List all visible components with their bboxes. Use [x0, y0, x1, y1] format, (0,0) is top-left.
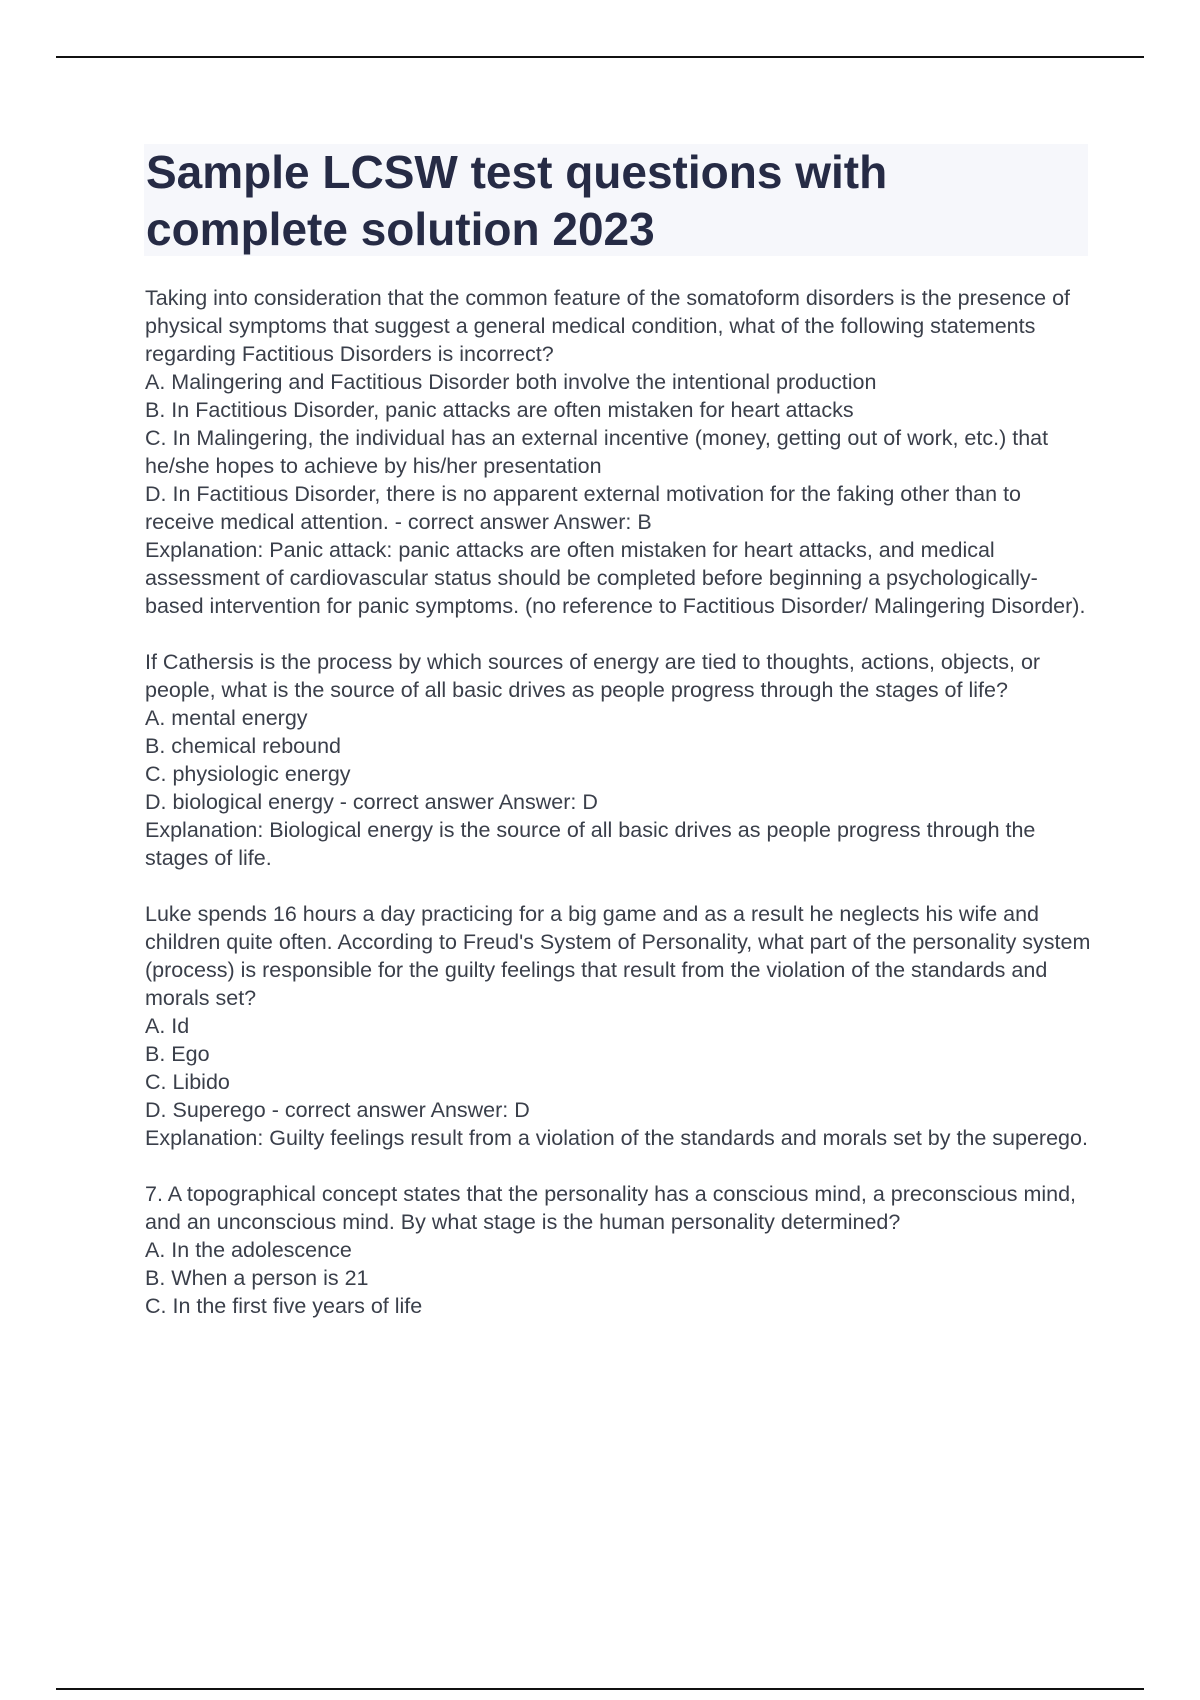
question-block-1 — [145, 284, 1095, 620]
option-b: B. Ego — [145, 1042, 210, 1066]
page-title: Sample LCSW test questions with complete solution 2023 — [146, 146, 888, 255]
question-text: 7. A topographical concept states that the personality has a conscious mind, a preconscious mind, and an unconscious mind. By what stage is the human personality determined? — [145, 1182, 1077, 1234]
question-text: Taking into consideration that the common feature of the somatoform disorders is the presence of physical symptoms that suggest a general medical condition, what of the following statements regarding Factitious Disorders is incorrect? — [145, 286, 1070, 366]
question-block-3 — [145, 900, 1095, 1152]
option-a: A. Malingering and Factitious Disorder both involve the intentional production — [145, 370, 877, 394]
top-rule — [56, 56, 1144, 58]
option-a: A. mental energy — [145, 706, 308, 730]
document-body — [145, 284, 1095, 1348]
option-c: C. In the first five years of life — [145, 1294, 423, 1318]
option-c: C. Libido — [145, 1070, 230, 1094]
question-block-4 — [145, 1180, 1095, 1320]
option-d-answer: D. In Factitious Disorder, there is no apparent external motivation for the faking other than to receive medical attention. - correct answer Answer: B — [145, 482, 1021, 534]
option-d-answer: D. Superego - correct answer Answer: D — [145, 1098, 530, 1122]
explanation: Explanation: Guilty feelings result from a violation of the standards and morals set by the superego. — [145, 1126, 1088, 1150]
option-c: C. In Malingering, the individual has an external incentive (money, getting out of work, etc.) that he/she hopes to achieve by his/her presentation — [145, 426, 1049, 478]
option-b: B. In Factitious Disorder, panic attacks are often mistaken for heart attacks — [145, 398, 854, 422]
bottom-rule — [56, 1688, 1144, 1690]
question-text: If Cathersis is the process by which sources of energy are tied to thoughts, actions, objects, or people, what is the source of all basic drives as people progress through the stages of life? — [145, 650, 1041, 702]
option-b: B. When a person is 21 — [145, 1266, 369, 1290]
option-d-answer: D. biological energy - correct answer Answer: D — [145, 790, 598, 814]
question-text: Luke spends 16 hours a day practicing for a big game and as a result he neglects his wife and children quite often. According to Freud's System of Personality, what part of the personality system (process) is responsible for the guilty feelings that result from the violation of the standards and morals set? — [145, 902, 1091, 1010]
explanation: Explanation: Biological energy is the source of all basic drives as people progress through the stages of life. — [145, 818, 1036, 870]
option-a: A. Id — [145, 1014, 190, 1038]
explanation: Explanation: Panic attack: panic attacks are often mistaken for heart attacks, and medical assessment of cardiovascular status should be completed before beginning a psychologically-based intervention for panic symptoms. (no reference to Factitious Disorder/ Malingering Disorder). — [145, 538, 1086, 618]
option-a: A. In the adolescence — [145, 1238, 352, 1262]
option-b: B. chemical rebound — [145, 734, 341, 758]
option-c: C. physiologic energy — [145, 762, 351, 786]
question-block-2 — [145, 648, 1095, 872]
